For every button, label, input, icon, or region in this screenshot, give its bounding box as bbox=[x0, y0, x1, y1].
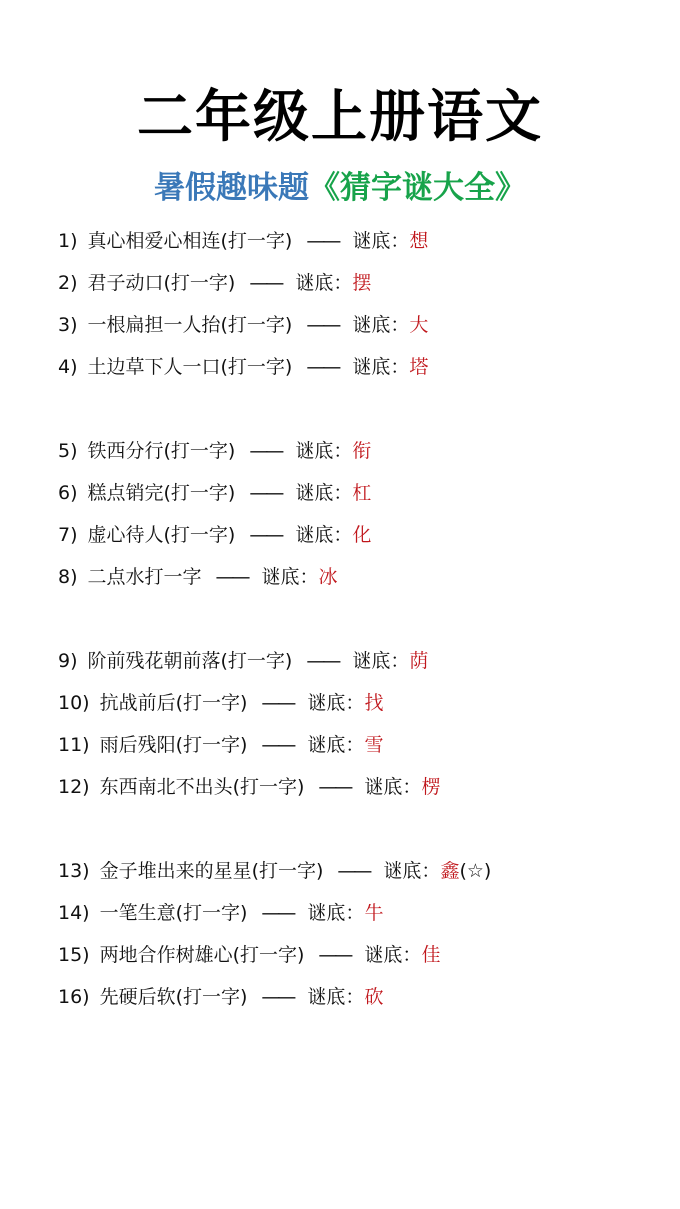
riddle-answer: 砍 bbox=[364, 986, 384, 1008]
riddle-item bbox=[58, 476, 658, 518]
riddle-item bbox=[58, 308, 658, 350]
riddle-clue: 铁西分行(打一字) bbox=[87, 440, 236, 462]
riddle-number: 3) bbox=[58, 314, 78, 336]
riddle-clue: 两地合作树雄心(打一字) bbox=[99, 944, 305, 966]
dash-separator: —— bbox=[261, 692, 294, 714]
riddle-answer: 杠 bbox=[352, 482, 372, 504]
dash-separator: —— bbox=[249, 272, 282, 294]
riddle-item bbox=[58, 518, 658, 560]
riddle-clue: 东西南北不出头(打一字) bbox=[99, 776, 305, 798]
subtitle-part-a: 暑假趣味题 bbox=[154, 170, 309, 206]
riddle-answer: 雪 bbox=[364, 734, 384, 756]
riddle-answer: 牛 bbox=[364, 902, 384, 924]
riddle-item bbox=[58, 434, 658, 476]
riddle-clue: 二点水打一字 bbox=[87, 566, 202, 588]
riddle-item bbox=[58, 938, 658, 980]
answer-label: 谜底： bbox=[352, 650, 410, 672]
riddle-number: 2) bbox=[58, 272, 78, 294]
page-subtitle bbox=[0, 166, 680, 210]
riddle-clue: 先硬后软(打一字) bbox=[99, 986, 248, 1008]
answer-label: 谜底： bbox=[352, 356, 410, 378]
riddle-clue: 君子动口(打一字) bbox=[87, 272, 236, 294]
dash-separator: —— bbox=[318, 776, 351, 798]
riddle-number: 16) bbox=[58, 986, 90, 1008]
riddle-item bbox=[58, 896, 658, 938]
answer-label: 谜底： bbox=[295, 440, 353, 462]
riddle-number: 6) bbox=[58, 482, 78, 504]
riddle-clue: 一笔生意(打一字) bbox=[99, 902, 248, 924]
answer-label: 谜底： bbox=[307, 986, 365, 1008]
riddle-list bbox=[58, 224, 658, 1022]
riddle-answer: 找 bbox=[364, 692, 384, 714]
riddle-number: 9) bbox=[58, 650, 78, 672]
riddle-answer: 想 bbox=[409, 230, 429, 252]
riddle-number: 15) bbox=[58, 944, 90, 966]
answer-label: 谜底： bbox=[383, 860, 441, 882]
dash-separator: —— bbox=[306, 230, 339, 252]
dash-separator: —— bbox=[261, 986, 294, 1008]
riddle-clue: 阶前残花朝前落(打一字) bbox=[87, 650, 293, 672]
dash-separator: —— bbox=[215, 566, 248, 588]
riddle-answer: 大 bbox=[409, 314, 429, 336]
dash-separator: —— bbox=[249, 440, 282, 462]
riddle-item bbox=[58, 560, 658, 602]
answer-label: 谜底： bbox=[352, 314, 410, 336]
riddle-answer: 衔 bbox=[352, 440, 372, 462]
riddle-number: 4) bbox=[58, 356, 78, 378]
riddle-item bbox=[58, 224, 658, 266]
answer-label: 谜底： bbox=[352, 230, 410, 252]
riddle-number: 1) bbox=[58, 230, 78, 252]
answer-label: 谜底： bbox=[295, 272, 353, 294]
dash-separator: —— bbox=[318, 944, 351, 966]
riddle-item bbox=[58, 350, 658, 392]
answer-label: 谜底： bbox=[307, 902, 365, 924]
riddle-answer: 摆 bbox=[352, 272, 372, 294]
riddle-answer: 化 bbox=[352, 524, 372, 546]
riddle-answer: 鑫 bbox=[440, 860, 460, 882]
riddle-number: 10) bbox=[58, 692, 90, 714]
dash-separator: —— bbox=[306, 650, 339, 672]
answer-label: 谜底： bbox=[307, 734, 365, 756]
riddle-answer: 冰 bbox=[318, 566, 338, 588]
answer-label: 谜底： bbox=[364, 944, 422, 966]
answer-label: 谜底： bbox=[307, 692, 365, 714]
dash-separator: —— bbox=[249, 524, 282, 546]
riddle-item bbox=[58, 266, 658, 308]
dash-separator: —— bbox=[249, 482, 282, 504]
riddle-number: 11) bbox=[58, 734, 90, 756]
riddle-clue: 真心相爱心相连(打一字) bbox=[87, 230, 293, 252]
riddle-item bbox=[58, 686, 658, 728]
riddle-number: 8) bbox=[58, 566, 78, 588]
riddle-item bbox=[58, 854, 658, 896]
riddle-number: 5) bbox=[58, 440, 78, 462]
riddle-item bbox=[58, 980, 658, 1022]
riddle-item bbox=[58, 728, 658, 770]
dash-separator: —— bbox=[306, 356, 339, 378]
riddle-item bbox=[58, 770, 658, 812]
riddle-clue: 土边草下人一口(打一字) bbox=[87, 356, 293, 378]
riddle-answer: 佳 bbox=[421, 944, 441, 966]
riddle-answer: 荫 bbox=[409, 650, 429, 672]
riddle-number: 7) bbox=[58, 524, 78, 546]
answer-label: 谜底： bbox=[364, 776, 422, 798]
answer-label: 谜底： bbox=[295, 482, 353, 504]
riddle-answer: 楞 bbox=[421, 776, 441, 798]
riddle-answer: 塔 bbox=[409, 356, 429, 378]
dash-separator: —— bbox=[337, 860, 370, 882]
answer-note: (☆) bbox=[459, 860, 492, 882]
riddle-clue: 虚心待人(打一字) bbox=[87, 524, 236, 546]
riddle-clue: 一根扁担一人抬(打一字) bbox=[87, 314, 293, 336]
riddle-item bbox=[58, 644, 658, 686]
page-title: 二年级上册语文 bbox=[137, 85, 543, 150]
riddle-number: 12) bbox=[58, 776, 90, 798]
riddle-number: 14) bbox=[58, 902, 90, 924]
riddle-clue: 抗战前后(打一字) bbox=[99, 692, 248, 714]
dash-separator: —— bbox=[261, 902, 294, 924]
riddle-clue: 金子堆出来的星星(打一字) bbox=[99, 860, 324, 882]
dash-separator: —— bbox=[261, 734, 294, 756]
riddle-clue: 糕点销完(打一字) bbox=[87, 482, 236, 504]
riddle-number: 13) bbox=[58, 860, 90, 882]
dash-separator: —— bbox=[306, 314, 339, 336]
answer-label: 谜底： bbox=[261, 566, 319, 588]
answer-label: 谜底： bbox=[295, 524, 353, 546]
subtitle-part-b: 《猜字谜大全》 bbox=[309, 170, 526, 206]
riddle-clue: 雨后残阳(打一字) bbox=[99, 734, 248, 756]
